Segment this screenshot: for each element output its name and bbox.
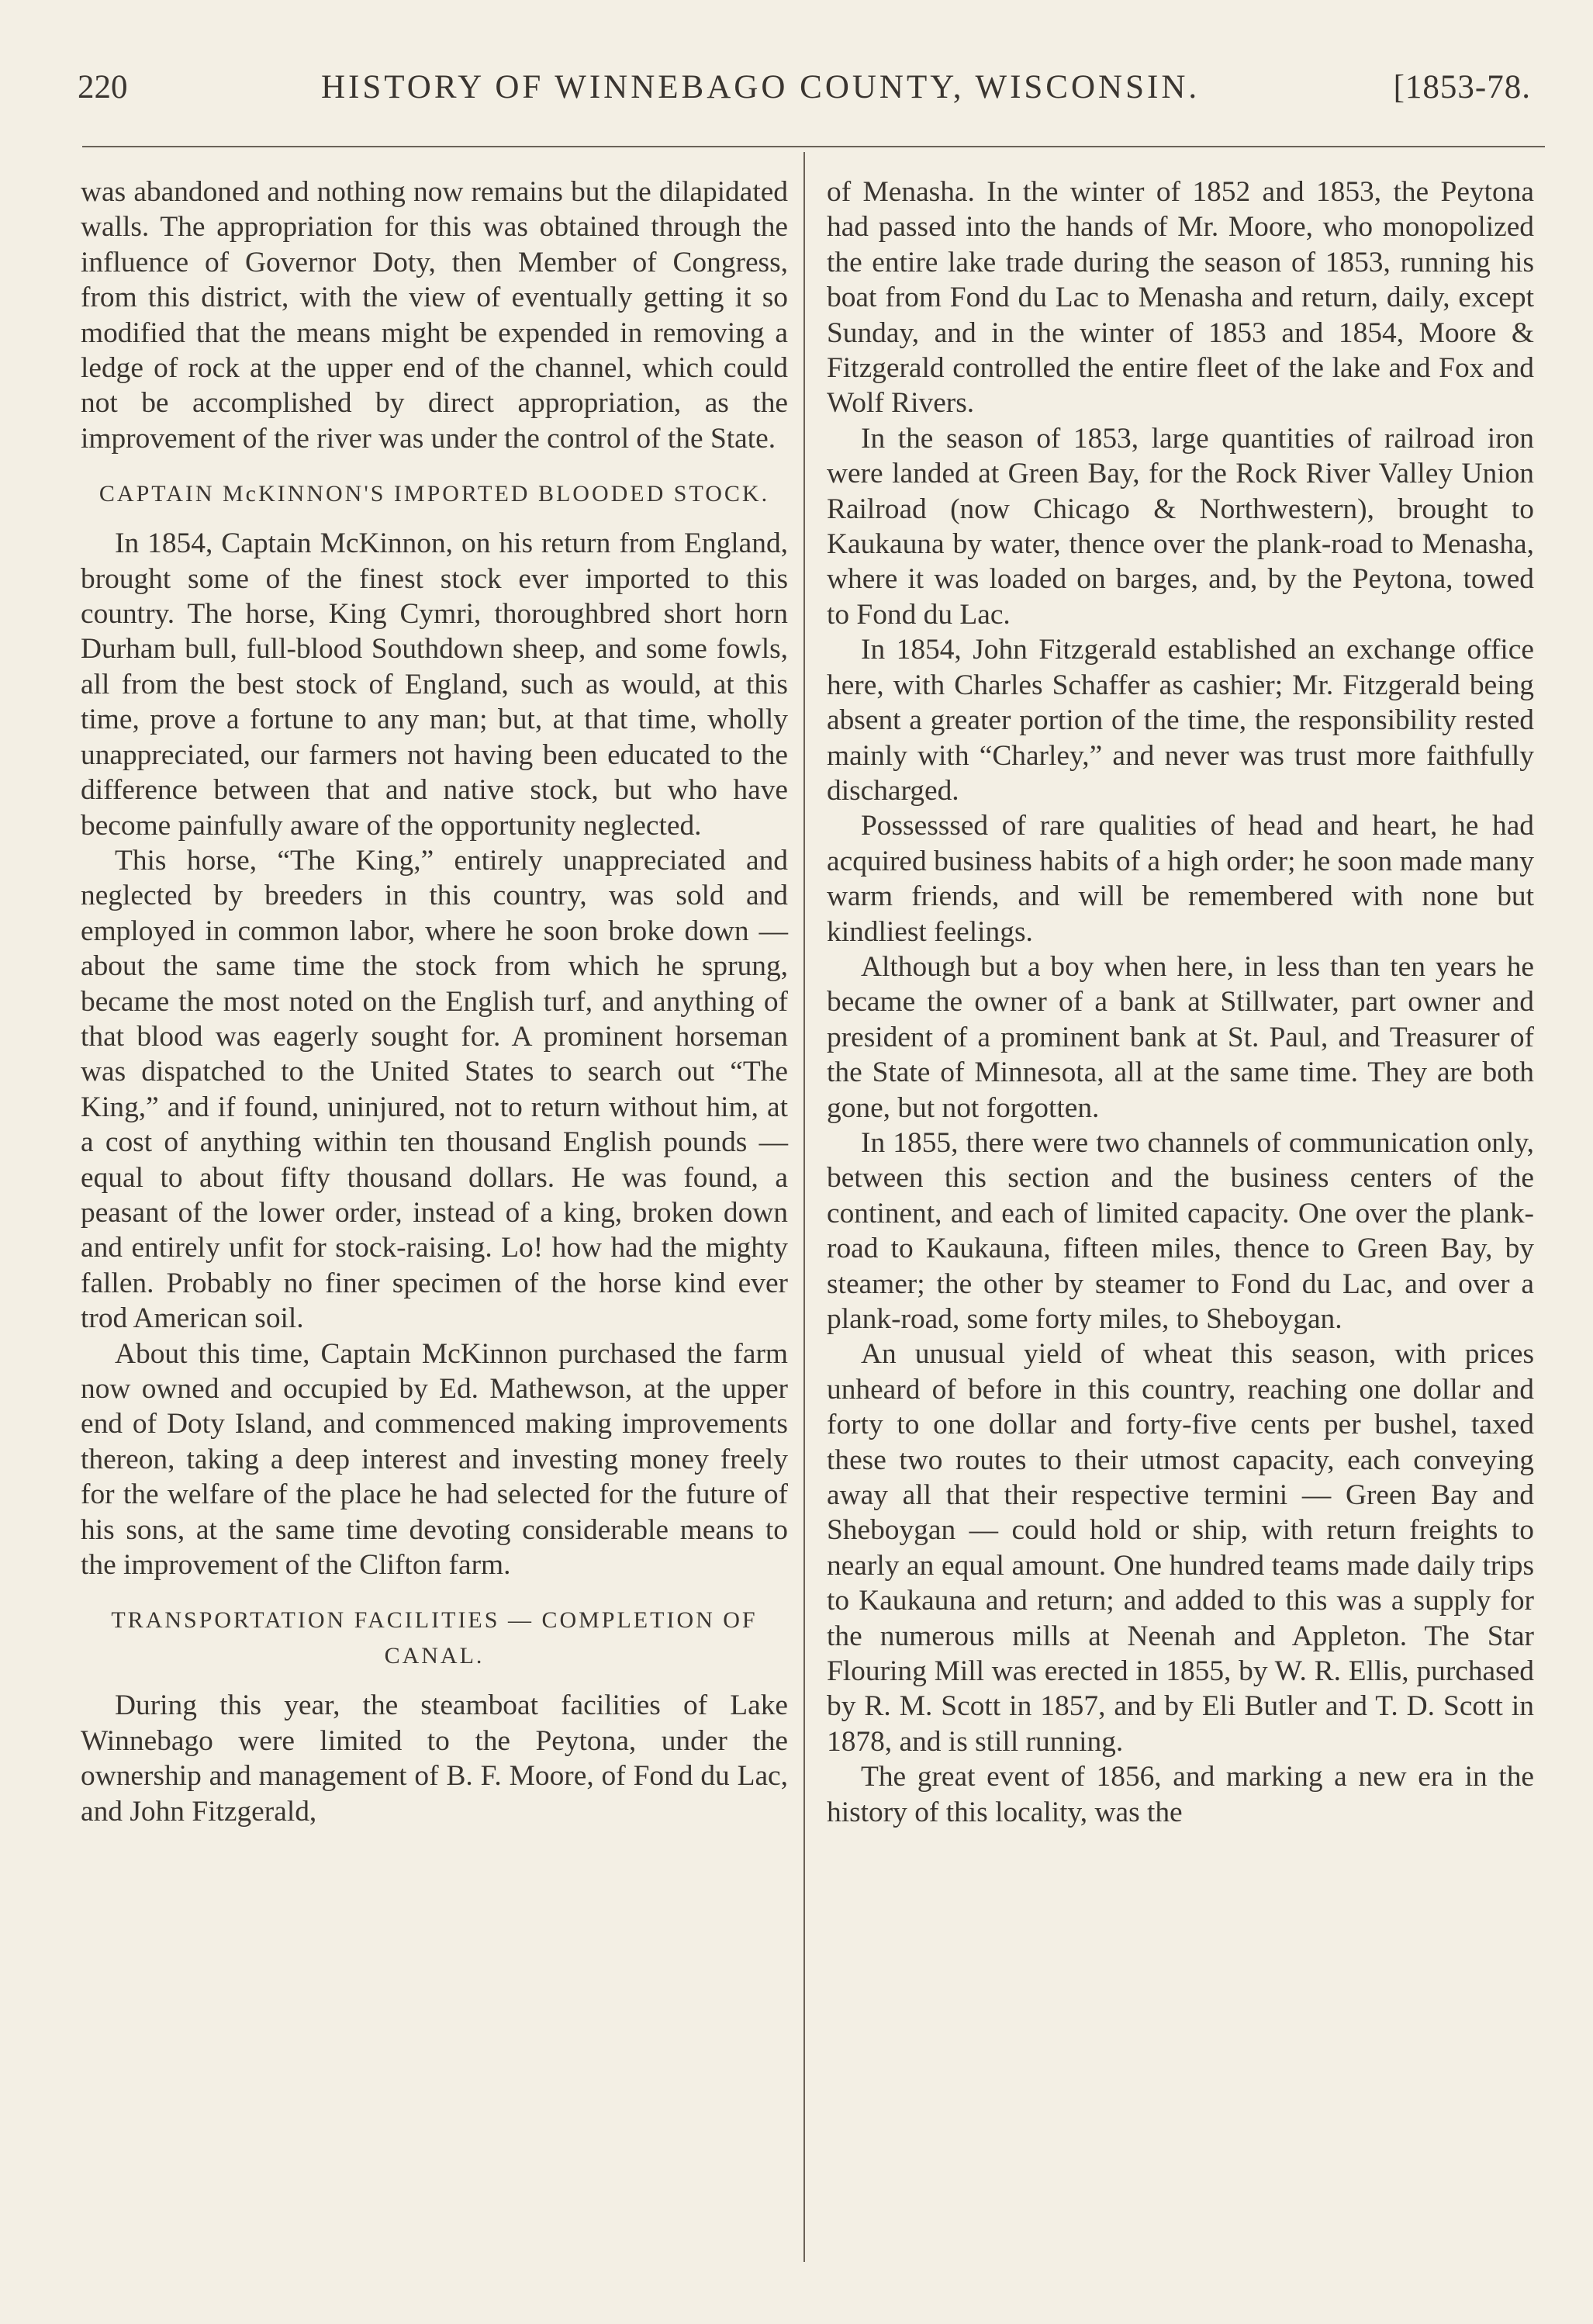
section-heading: CAPTAIN McKINNON'S IMPORTED BLOODED STOCK.: [98, 481, 770, 507]
section-heading: TRANSPORTATION FACILITIES — COMPLETION OF CANAL.: [111, 1607, 758, 1669]
paragraph: was abandoned and nothing now remains but the dilapidated walls. The appropriation for this was obtained through the influence of Governor Doty, then Member of Congress, from this district, with the view of eventually getting it so modified that the means might be expended in removing a ledge of rock at the upper end of the channel, which could not be accomplished by direct appropriation, as the improvement of the river was under the control of the State.: [81, 176, 788, 455]
paragraph: of Menasha. In the winter of 1852 and 1853, the Peytona had passed into the hands of Mr. Moore, who monopolized the entire lake trade during the season of 1853, running his boat from Fond du Lac to Menasha and return, daily, except Sunday, and in the winter of 1853 and 1854, Moore & Fitzgerald controlled the entire fleet of the lake and Fox and Wolf Rivers.: [827, 176, 1534, 420]
header-rule: [82, 146, 1545, 147]
paragraph: In 1854, John Fitzgerald established an exchange office here, with Charles Schaffer as cashier; Mr. Fitzgerald being absent a greater portion of the time, the responsibility rested mainly with “Charley,” and never was trust more faithfully discharged.: [827, 634, 1534, 807]
paragraph: Although but a boy when here, in less than ten years he became the owner of a bank at Stillwater, part owner and president of a prominent bank at St. Paul, and Treasurer of the State of Minnesota, all at the same time. They are both gone, but not forgotten.: [827, 950, 1534, 1124]
right-column: [827, 175, 1534, 1830]
paragraph: This horse, “The King,” entirely unappreciated and neglected by breeders in this country, was sold and employed in common labor, where he soon broke down — about the same time the stock from which he sprung, became the most noted on the English turf, and anything of that blood was eagerly sought for. A prominent horseman was dispatched to the United States to search out “The King,” and if found, uninjured, not to return without him, at a cost of anything within ten thousand English pounds — equal to about fifty thousand dollars. He was found, a peasant of the lower order, instead of a king, broken down and entirely unfit for stock-raising. Lo! how had the mighty fallen. Probably no finer specimen of the horse kind ever trod American soil.: [81, 844, 788, 1335]
paragraph: In 1854, Captain McKinnon, on his return from England, brought some of the finest stock ever imported to this country. The horse, King Cymri, thoroughbred short horn Durham bull, full-blood Southdown sheep, and some fowls, all from the best stock of England, such as would, at this time, prove a fortune to any man; but, at that time, wholly unappreciated, our farmers not having been educated to the difference between that and native stock, but who have become painfully aware of the opportunity neglected.: [81, 527, 788, 842]
page-number: 220: [78, 69, 128, 105]
paragraph: Possesssed of rare qualities of head and heart, he had acquired business habits of a high order; he soon made many warm friends, and will be remembered with none but kindliest feelings.: [827, 810, 1534, 948]
paragraph: About this time, Captain McKinnon purchased the farm now owned and occupied by Ed. Mathewson, at the upper end of Doty Island, and commenced making improvements thereon, taking a deep interest and investing money freely for the welfare of the place he had selected for the future of his sons, at the same time devoting considerable means to the improvement of the Clifton farm.: [81, 1337, 788, 1582]
running-header: [78, 68, 1531, 123]
date-range: [1853-78.: [1393, 69, 1531, 105]
left-column: [81, 175, 788, 1829]
running-title: HISTORY OF WINNEBAGO COUNTY, WISCONSIN.: [320, 69, 1201, 105]
paragraph: In 1855, there were two channels of communication only, between this section and the business centers of the continent, and each of limited capacity. One over the plank-road to Kaukauna, fifteen miles, thence to Green Bay, by steamer; the other by steamer to Fond du Lac, and over a plank-road, some forty miles, to Sheboygan.: [827, 1126, 1534, 1335]
column-divider: [803, 152, 805, 2262]
paragraph: During this year, the steamboat facilities of Lake Winnebago were limited to the Peytona, under the ownership and management of B. F. Moore, of Fond du Lac, and John Fitzgerald,: [81, 1689, 788, 1828]
paragraph: The great event of 1856, and marking a new era in the history of this locality, was the: [827, 1761, 1534, 1828]
paragraph: In the season of 1853, large quantities of railroad iron were landed at Green Bay, for the Rock River Valley Union Railroad (now Chicago & Northwestern), brought to Kaukauna by water, thence over the plank-road to Menasha, where it was loaded on barges, and, by the Peytona, towed to Fond du Lac.: [827, 422, 1534, 631]
paragraph: An unusual yield of wheat this season, with prices unheard of before in this country, reaching one dollar and forty to one dollar and forty-five cents per bushel, taxed these two routes to their utmost capacity, each conveying away all that their respective termini — Green Bay and Sheboygan — could hold or ship, with return freights to nearly an equal amount. One hundred teams made daily trips to Kaukauna and return; and added to this was a supply for the numerous mills at Neenah and Appleton. The Star Flouring Mill was erected in 1855, by W. R. Ellis, purchased by R. M. Scott in 1857, and by Eli Butler and T. D. Scott in 1878, and is still running.: [827, 1338, 1534, 1758]
